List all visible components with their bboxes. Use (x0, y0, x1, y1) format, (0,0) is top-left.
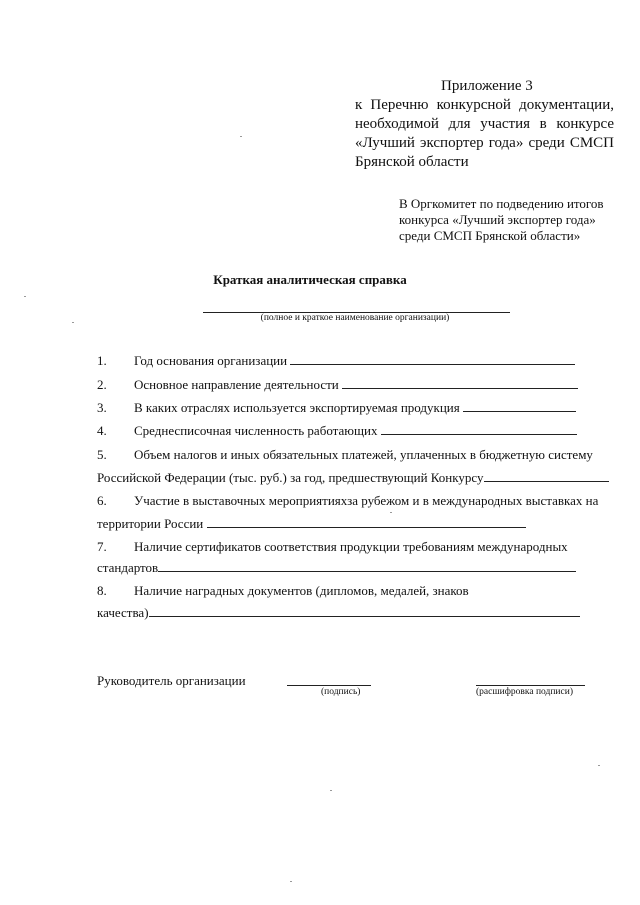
organization-name-caption: (полное и краткое наименование организации) (260, 313, 450, 323)
scan-speck (290, 881, 292, 882)
scan-speck (240, 136, 242, 137)
appendix-line-3: «Лучший экспортер года» среди СМСП (355, 135, 614, 151)
item-2-row (134, 377, 578, 393)
item-3-number: 3. (97, 400, 107, 415)
item-4-number: 4. (97, 423, 107, 438)
item-1-label: Год основания организации (134, 353, 288, 368)
document-heading: Краткая аналитическая справка (213, 272, 407, 287)
item-6-field[interactable] (207, 516, 526, 528)
item-2-number: 2. (97, 377, 107, 392)
appendix-line-2: необходимой для участия в конкурсе (355, 116, 614, 132)
item-4-row (134, 423, 577, 439)
signature-decoding-field[interactable] (476, 684, 585, 686)
appendix-title: Приложение 3 (441, 78, 533, 94)
scan-speck (598, 765, 600, 766)
item-2-label: Основное направление деятельности (134, 377, 339, 392)
addressee-line-3: среди СМСП Брянской области» (399, 228, 581, 243)
item-7-row-2 (97, 560, 576, 576)
signature-decoding-caption: (расшифровка подписи) (476, 687, 573, 697)
item-4-label: Среднесписочная численность работающих (134, 423, 378, 438)
item-8-number: 8. (97, 583, 107, 598)
item-5-number: 5. (97, 447, 107, 462)
addressee-line-2: конкурса «Лучший экспортер года» (399, 212, 596, 227)
item-6-number: 6. (97, 493, 107, 508)
item-2-field[interactable] (342, 377, 578, 389)
item-8-row-2 (97, 605, 580, 621)
item-8-label-line-1: Наличие наградных документов (дипломов, медалей, знаков (134, 583, 469, 598)
appendix-line-4: Брянской области (355, 154, 469, 170)
signature-field[interactable] (287, 684, 371, 686)
item-6-row-2 (97, 516, 526, 532)
scan-speck (330, 790, 332, 791)
item-8-label-line-2: качества) (97, 605, 149, 620)
item-5-field[interactable] (484, 470, 609, 482)
item-7-label-line-2: стандартов (97, 560, 159, 575)
item-1-field[interactable] (290, 353, 575, 365)
item-3-label: В каких отраслях используется экспортируемая продукция (134, 400, 460, 415)
item-6-label-line-2: территории России (97, 516, 204, 531)
item-8-field[interactable] (149, 605, 580, 617)
scan-speck (24, 296, 26, 297)
scan-speck (390, 512, 392, 513)
item-1-number: 1. (97, 353, 107, 368)
item-5-label-line-2: Российской Федерации (тыс. руб.) за год, предшествующий Конкурсу (97, 470, 484, 485)
signature-caption: (подпись) (321, 687, 361, 697)
item-7-field[interactable] (158, 560, 576, 572)
item-5-row-2 (97, 470, 609, 486)
appendix-line-1: к Перечню конкурсной документации, (355, 97, 614, 113)
item-7-label-line-1: Наличие сертификатов соответствия продукции требованиям международных (134, 539, 568, 554)
item-6-label-line-1: Участие в выставочных мероприятияхза рубежом и в международных выставках на (134, 493, 599, 508)
item-3-field[interactable] (463, 400, 576, 412)
item-1-row (134, 353, 575, 369)
scan-speck (72, 322, 74, 323)
item-5-label-line-1: Объем налогов и иных обязательных платежей, уплаченных в бюджетную систему (134, 447, 593, 462)
item-4-field[interactable] (381, 423, 577, 435)
head-of-organization-label: Руководитель организации (97, 673, 246, 688)
item-7-number: 7. (97, 539, 107, 554)
addressee-line-1: В Оргкомитет по подведению итогов (399, 196, 604, 211)
item-3-row (134, 400, 576, 416)
